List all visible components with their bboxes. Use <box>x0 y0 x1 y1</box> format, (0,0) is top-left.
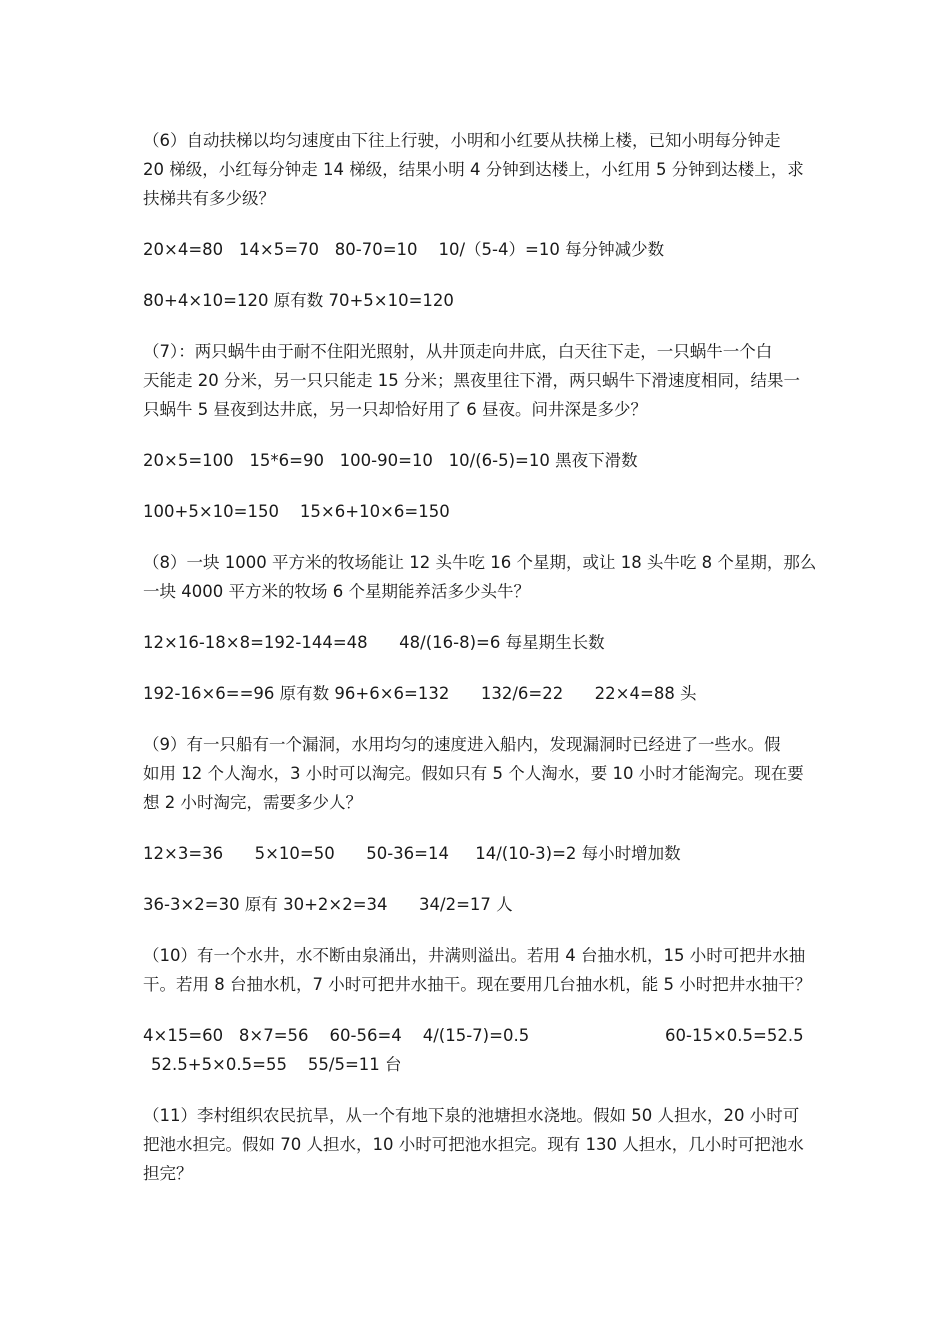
problem-7-line-1: （7）：两只蜗牛由于耐不住阳光照射，从井顶走向井底，白天往下走，一只蜗牛一个白 <box>143 342 773 361</box>
problem-7-calc-2: 100+5×10=150 15×6+10×6=150 <box>143 502 450 521</box>
problem-11-line-2: 把池水担完。假如 70 人担水，10 小时可把池水担完。现有 130 人担水，几小时可把池水 <box>143 1135 804 1154</box>
problem-10-calc-part-a: 4×15=60 8×7=56 60-56=4 4/(15-7)=0.5 <box>143 1026 530 1045</box>
document-page <box>143 126 815 1210</box>
problem-10-question <box>143 941 815 999</box>
problem-7-line-3: 只蜗牛 5 昼夜到达井底，另一只却恰好用了 6 昼夜。问井深是多少？ <box>143 400 647 419</box>
problem-6-line-2: 20 梯级，小红每分钟走 14 梯级，结果小明 4 分钟到达楼上，小红用 5 分钟到达楼上，求 <box>143 160 804 179</box>
problem-6-calc-1: 20×4=80 14×5=70 80-70=10 10/（5-4）=10 每分钟减少数 <box>143 240 665 259</box>
problem-8-calc-2: 192-16×6==96 原有数 96+6×6=132 132/6=22 22×4=88 头 <box>143 684 697 703</box>
problem-6-question <box>143 126 815 213</box>
problem-8-line-2: 一块 4000 平方米的牧场 6 个星期能养活多少头牛？ <box>143 582 530 601</box>
problem-10-calc <box>143 1021 815 1079</box>
problem-10-calc-part-c: 52.5+5×0.5=55 55/5=11 台 <box>151 1055 402 1074</box>
problem-9-line-1: （9）有一只船有一个漏洞，水用均匀的速度进入船内，发现漏洞时已经进了一些水。假 <box>143 735 781 754</box>
problem-11-line-3: 担完？ <box>143 1164 193 1183</box>
problem-8-line-1: （8）一块 1000 平方米的牧场能让 12 头牛吃 16 个星期，或让 18 头牛吃 8 个星期，那么 <box>143 553 817 572</box>
problem-9-calc-2: 36-3×2=30 原有 30+2×2=34 34/2=17 人 <box>143 895 513 914</box>
problem-10-line-1: （10）有一个水井，水不断由泉涌出，井满则溢出。若用 4 台抽水机，15 小时可把井水抽 <box>143 946 806 965</box>
problem-9-line-2: 如用 12 个人淘水，3 小时可以淘完。假如只有 5 个人淘水，要 10 小时才能淘完。现在要 <box>143 764 804 783</box>
problem-9-question <box>143 730 815 817</box>
problem-6-line-3: 扶梯共有多少级？ <box>143 189 275 208</box>
problem-10-line-2: 干。若用 8 台抽水机，7 小时可把井水抽干。现在要用几台抽水机，能 5 小时把井水抽干？ <box>143 975 812 994</box>
problem-6-line-1: （6）自动扶梯以均匀速度由下往上行驶，小明和小红要从扶梯上楼，已知小明每分钟走 <box>143 131 781 150</box>
problem-8-question <box>143 548 815 606</box>
problem-9-line-3: 想 2 小时淘完，需要多少人？ <box>143 793 362 812</box>
problem-8-calc-1: 12×16-18×8=192-144=48 48/(16-8)=6 每星期生长数 <box>143 633 605 652</box>
problem-6-calc-2: 80+4×10=120 原有数 70+5×10=120 <box>143 291 454 310</box>
problem-9-calc-1: 12×3=36 5×10=50 50-36=14 14/(10-3)=2 每小时增加数 <box>143 844 681 863</box>
problem-7-calc-1: 20×5=100 15*6=90 100-90=10 10/(6-5)=10 黑夜下滑数 <box>143 451 638 470</box>
problem-11-line-1: （11）李村组织农民抗旱，从一个有地下泉的池塘担水浇地。假如 50 人担水，20 小时可 <box>143 1106 800 1125</box>
problem-10-calc-part-b: 60-15×0.5=52.5 <box>665 1026 804 1045</box>
problem-7-line-2: 天能走 20 分米，另一只只能走 15 分米；黑夜里往下滑，两只蜗牛下滑速度相同，结果一 <box>143 371 800 390</box>
problem-11-question <box>143 1101 815 1188</box>
problem-7-question <box>143 337 815 424</box>
